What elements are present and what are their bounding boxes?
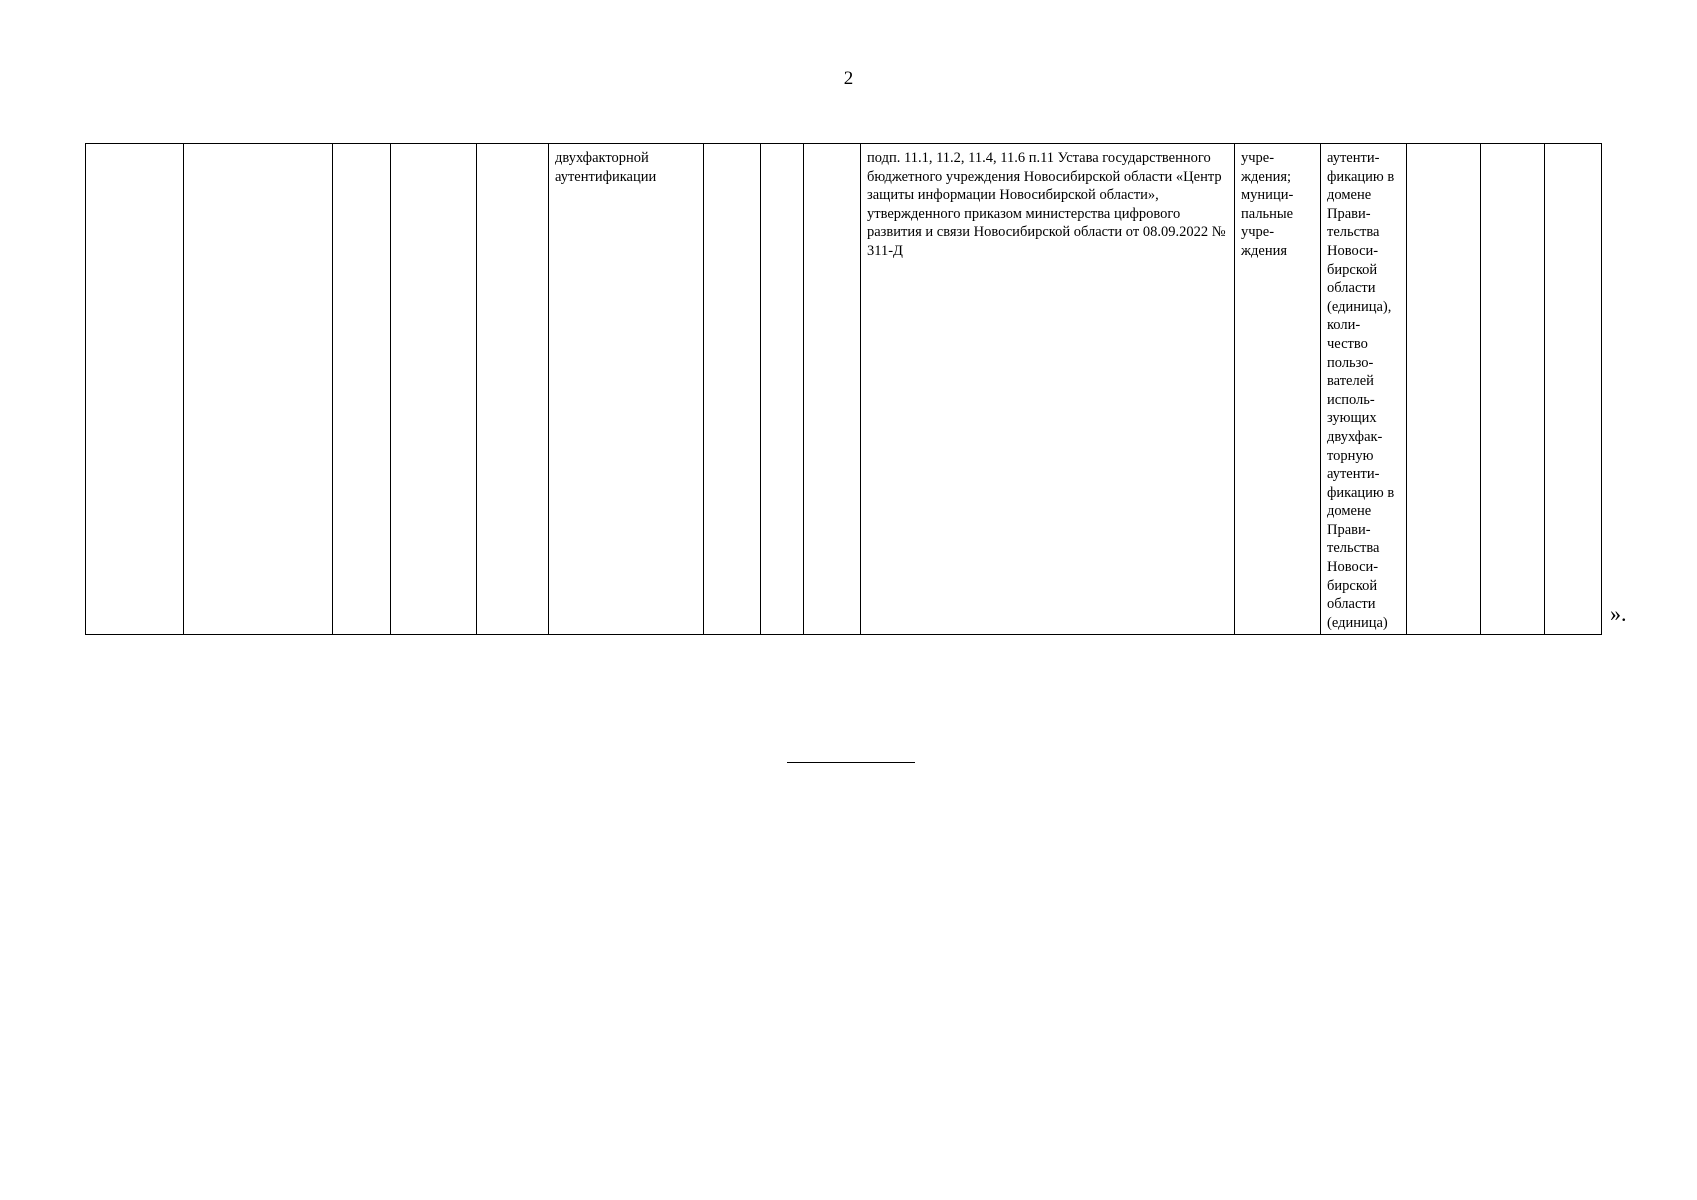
table-cell-participants: учре-ждения; муници-пальные учре-ждения	[1235, 144, 1321, 635]
table-cell	[704, 144, 761, 635]
table-cell	[477, 144, 549, 635]
table-cell	[1481, 144, 1545, 635]
table-cell-legal-basis: подп. 11.1, 11.2, 11.4, 11.6 п.11 Устава государственного бюджетного учреждения Новосибирской области «Центр защиты информации Новосибирской области», утвержденного приказом министерства цифрового развития и связи Новосибирской области от 08.09.2022 № 311-Д	[861, 144, 1235, 635]
table-row	[86, 144, 1602, 635]
table-cell	[184, 144, 333, 635]
closing-quote-mark: ».	[1610, 601, 1627, 626]
table-cell	[86, 144, 184, 635]
table-cell-indicator-name: двухфакторной аутентификации	[549, 144, 704, 635]
table-cell	[804, 144, 861, 635]
table-cell	[391, 144, 477, 635]
page-number: 2	[843, 68, 854, 89]
table-cell	[333, 144, 391, 635]
table-cell	[761, 144, 804, 635]
table-cell-indicators: аутенти-фикацию в домене Прави-тельства Новоси-бирской области (единица), коли-чество пользо-вателей исполь-зующих двухфак-торную аутенти-фикацию в домене Прави-тельства Новоси-бирской области (единица)	[1321, 144, 1407, 635]
end-rule	[787, 762, 915, 763]
document-table	[85, 143, 1602, 635]
table-cell	[1545, 144, 1602, 635]
table-cell	[1407, 144, 1481, 635]
